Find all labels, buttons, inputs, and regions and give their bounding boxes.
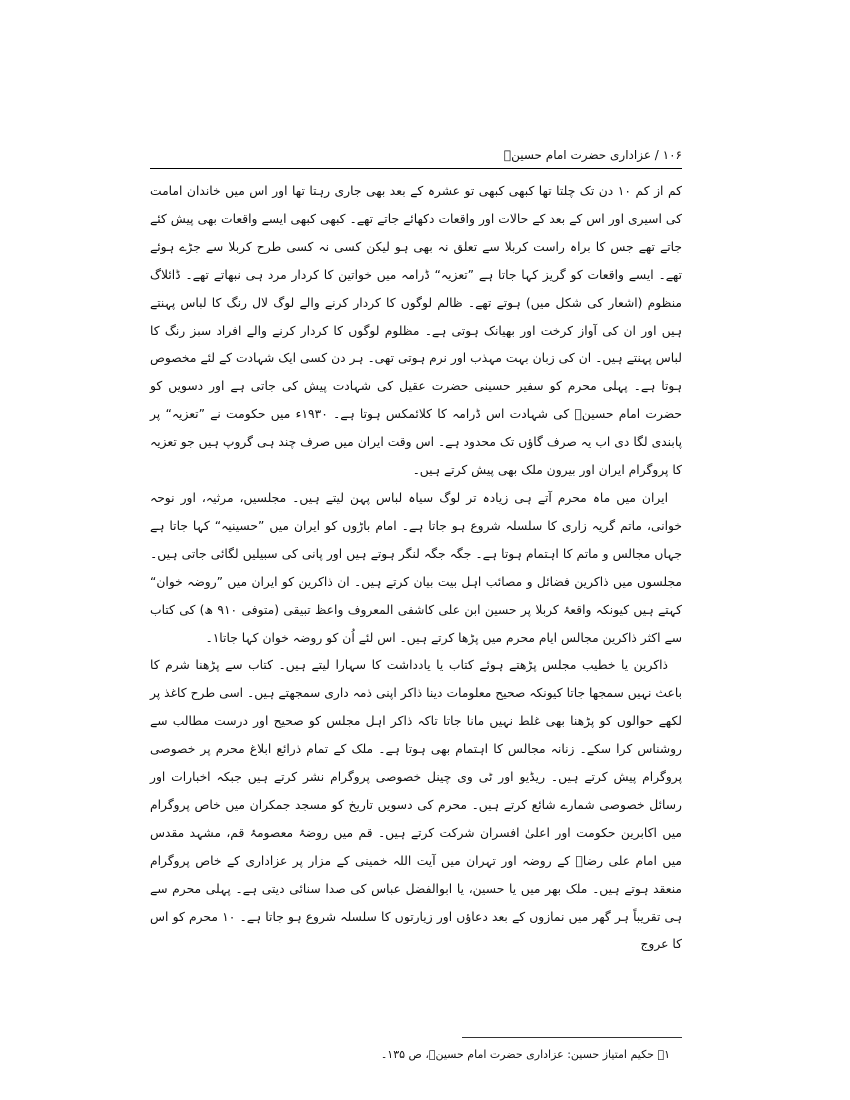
paragraph-zakireen: ذاکرین یا خطیب مجلس پڑھتے ہوئے کتاب یا یادداشت کا سہارا لیتے ہیں۔ کتاب سے پڑھنا شرم کا باعث نہیں سمجھا جاتا کیونکہ صحیح معلومات دینا ذاکر اپنی ذمہ داری سمجھتے ہیں۔ اسی طرح کاغذ پر لکھے حوالوں کو پڑھنا بھی غلط نہیں مانا جاتا تاکہ ذاکر اہل مجلس کو صحیح اور درست مطالب سے روشناس کرا سکے۔ زنانہ مجالس کا اہتمام بھی ہوتا ہے۔ ملک کے تمام ذرائع ابلاغ محرم پر خصوصی پروگرام پیش کرتے ہیں۔ ریڈیو اور ٹی وی چینل خصوصی پروگرام نشر کرتے ہیں جبکہ اخبارات اور رسائل خصوصی شمارے شائع کرتے ہیں۔ محرم کی دسویں تاریخ کو مسجد جمکران میں خاص پروگرام میں اکابرین حکومت اور اعلیٰ افسران شرکت کرتے ہیں۔ قم میں روضۂ معصومۂ قم، مشہد مقدس میں امام علی رضاؑ کے روضہ اور تہران میں آیت اللہ خمینی کے مزار پر عزاداری کے خاص پروگرام منعقد ہوتے ہیں۔ ملک بھر میں یا حسین، یا ابوالفضل عباس کی صدا سنائی دیتی ہے۔ پہلی محرم سے ہی تقریباً ہر گھر میں نمازوں کے بعد دعاؤں اور زیارتوں کا سلسلہ شروع ہو جاتا ہے۔ ۱۰ محرم کو اس کا عروج — [150, 658, 682, 952]
footnote: ۱۔ حکیم امتیاز حسین: عزاداری حضرت امام حسینؑ، ص ۱۳۵۔ — [380, 1048, 670, 1061]
header-divider — [150, 168, 682, 169]
body-text — [150, 178, 682, 959]
paragraph-taziyeh: کم از کم ۱۰ دن تک چلتا تھا کبھی کبھی تو عشرہ کے بعد بھی جاری رہتا تھا اور اس میں خاندان امامت کی اسیری اور اس کے بعد کے حالات اور واقعات دکھائے جاتے تھے۔ کبھی کبھی ایسے واقعات بھی پیش کئے جاتے تھے جس کا براہ راست کربلا سے تعلق نہ بھی ہو لیکن کسی نہ کسی طرح کربلا سے جڑے ہوئے تھے۔ ایسے واقعات کو گریز کہا جاتا ہے ”تعزیہ“ ڈرامہ میں خواتین کا کردار مرد ہی نبھاتے تھے۔ ڈائلاگ منظوم (اشعار کی شکل میں) ہوتے تھے۔ ظالم لوگوں کا کردار کرنے والے لوگ لال رنگ کا لباس پہنتے ہیں اور ان کی آواز کرخت اور بھیانک ہوتی ہے۔ مظلوم لوگوں کا کردار کرنے والے افراد سبز رنگ کا لباس پہنتے ہیں۔ ان کی زبان بہت مہذب اور نرم ہوتی تھی۔ ہر دن کسی ایک شہادت کے لئے مخصوص ہوتا ہے۔ پہلی محرم کو سفیر حسینی حضرت عقیل کی شہادت پیش کی جاتی ہے اور دسویں کو حضرت امام حسینؑ کی شہادت اس ڈرامہ کا کلائمکس ہوتا ہے۔ ۱۹۳۰ء میں حکومت نے ”تعزیہ“ پر پابندی لگا دی اب یہ صرف گاؤں تک محدود ہے۔ اس وقت ایران میں صرف چند ہی گروپ ہیں جو تعزیہ کا پروگرام ایران اور بیرون ملک بھی پیش کرتے ہیں۔ — [150, 184, 682, 478]
footnote-divider — [462, 1037, 682, 1038]
running-head: ۱۰۶ / عزاداری حضرت امام حسینؑ — [503, 148, 682, 162]
paragraph-iran-muharram: ایران میں ماہ محرم آتے ہی زیادہ تر لوگ سیاہ لباس پہن لیتے ہیں۔ مجلسیں، مرثیہ، اور نوحہ خوانی، ماتم گریہ زاری کا سلسلہ شروع ہو جاتا ہے۔ امام باڑوں کو ایران میں ”حسینیہ“ کہا جاتا ہے جہاں مجالس و ماتم کا اہتمام ہوتا ہے۔ جگہ جگہ لنگر ہوتے ہیں اور پانی کی سبیلیں لگائی جاتی ہیں۔ مجلسوں میں ذاکرین فضائل و مصائب اہل بیت بیان کرتے ہیں۔ ان ذاکرین کو ایران میں ”روضہ خوان“ کہتے ہیں کیونکہ واقعۂ کربلا پر حسین ابن علی کاشفی المعروف واعظ تبیقی (متوفی ۹۱۰ ھ) کی کتاب سے اکثر ذاکرین مجالس ایام محرم میں پڑھا کرتے ہیں۔ اس لئے اُن کو روضہ خوان کہا جاتا۱۔ — [150, 490, 683, 645]
